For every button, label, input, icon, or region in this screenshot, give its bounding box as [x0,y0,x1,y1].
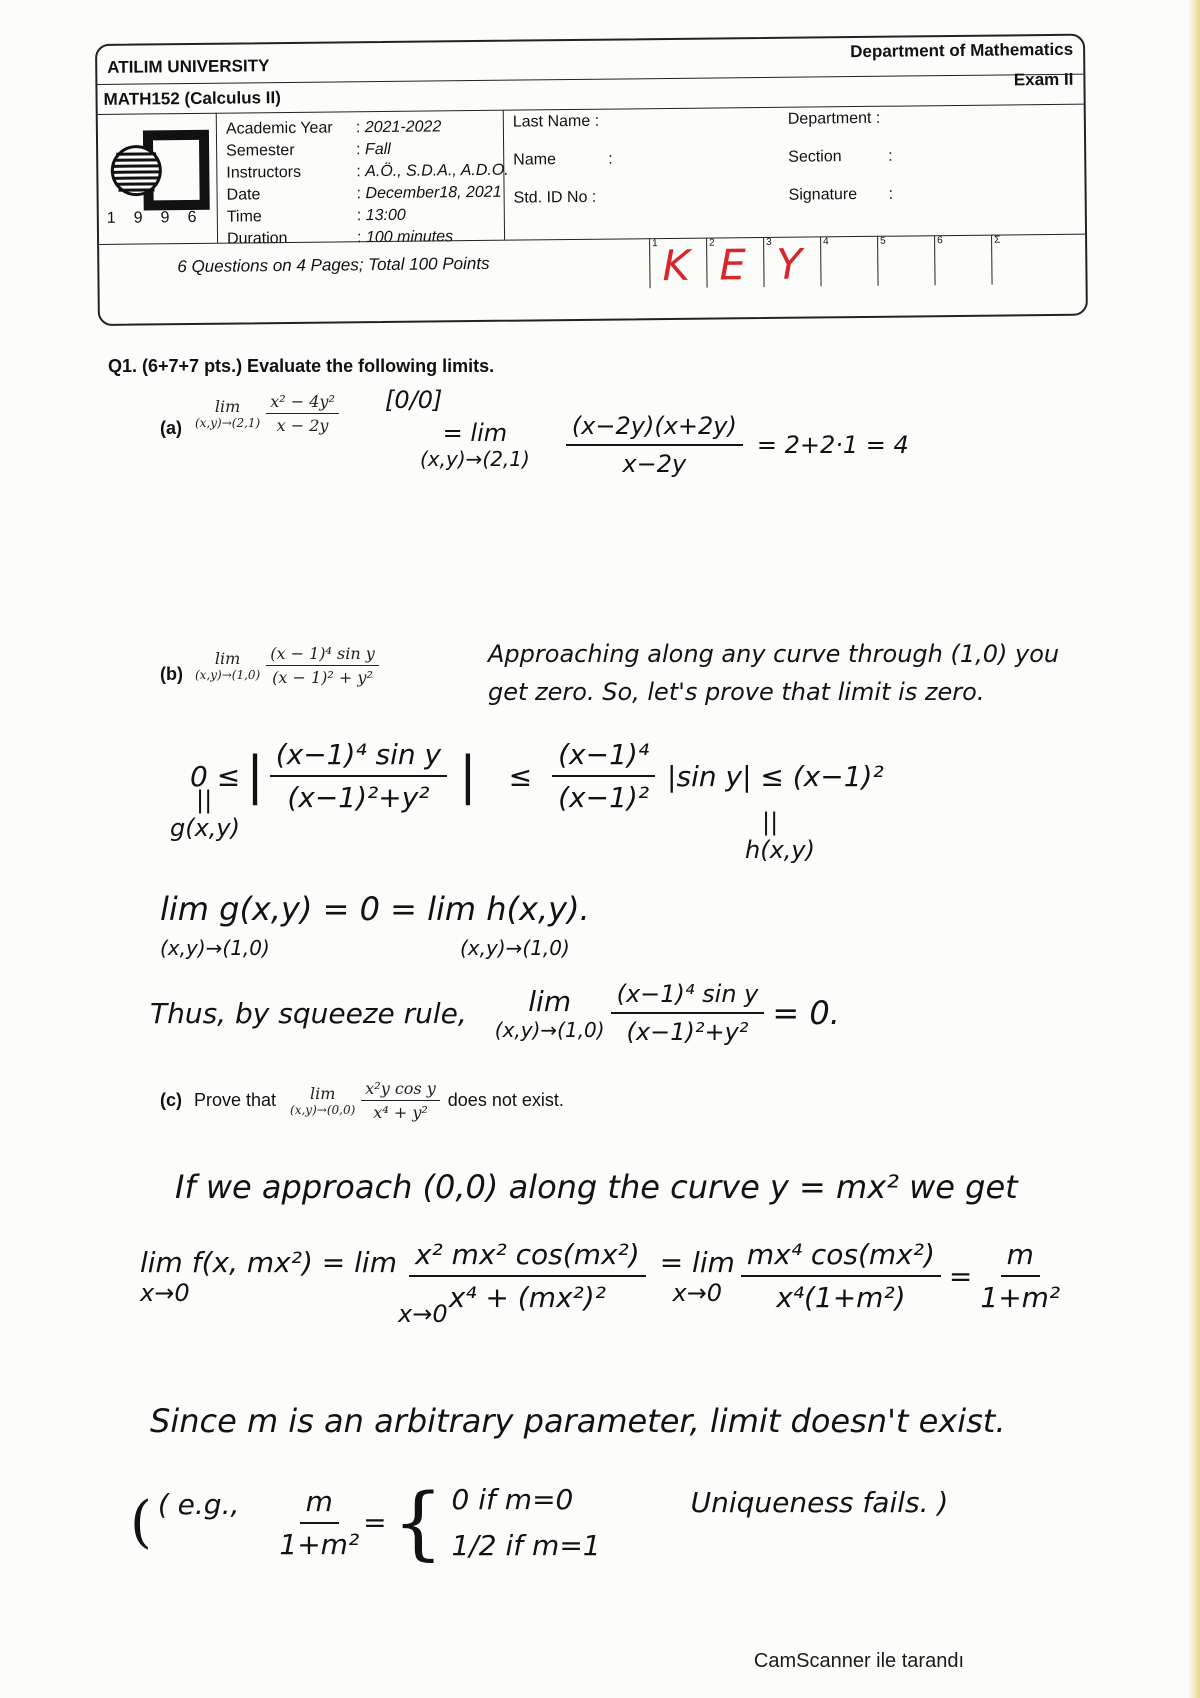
part-a-label: (a) [160,418,182,438]
score-box: 5 [877,235,935,286]
name-field: Name [513,151,557,169]
scan-edge [1188,0,1200,1698]
score-boxes [649,234,1072,291]
department-name: Department of Mathematics [850,39,1074,62]
course-title: MATH152 (Calculus II) [103,88,281,109]
part-b-label: (b) [160,664,183,684]
score-box: 4 [820,236,878,287]
g-label: g(x,y) [170,814,240,842]
university-name: ATILIM UNIVERSITY [107,56,270,77]
scanner-watermark: CamScanner ile tarandı [753,1650,964,1672]
part-a-work: = lim (x,y)→(2,1) $\frac{(x-2y)(x+2y)}{x-2y}$ = 2+2·1 = 4 [420,412,909,478]
part-a-expression: lim (x,y)→(2,1) $\frac{\text{x² − 4y²}}{x - 2y}$ [195,392,339,435]
part-b-inequality: 0 ≤ | (x−1)⁴ sin y (x−1)²+y² | ≤ $\frac{\text{(x−1)⁴}}{\text{(x−1)²}}$ |sin y| ≤ (x−1)² [190,738,884,814]
squeeze-conclusion: Thus, by squeeze rule, lim (x,y)→(1,0) $\frac{\text{(x−1)⁴ sin y}}{\text{(x−1)²+y²}}$ = 0. [150,980,840,1046]
exam-title: Exam II [1013,69,1074,90]
part-c-example: ( ( e.g., $\frac{m}{\text{1+m²}}$ = { 0 if m=0 1/2 if m=1 Uniqueness fails. ) [130,1476,949,1569]
section-field: Section [788,148,842,166]
score-box: 6 [934,235,992,286]
exam-info: Academic Year : 2021-2022 Semester : Fall Instructors : A.Ö., S.D.A., A.D.O. Date : December18, 2021 Time : 13:00 Duration : 100 minutes [225,118,509,248]
university-logo [106,125,215,226]
exam-summary: 6 Questions on 4 Pages; Total 100 Points [177,253,490,277]
part-c-statement: (c) Prove that lim (x,y)→(0,0) $\frac{\text{x²y cos y}}{\text{x⁴ + y²}}$ does not exist. [160,1079,564,1122]
question-title: Q1. (6+7+7 pts.) Evaluate the following limits. [108,356,495,376]
total-box: Σ [991,234,1072,285]
score-box: 2 E [706,237,764,288]
last-name-field: Last Name : [512,112,600,131]
part-a-zero-form: [0/0] [385,386,443,414]
part-b-note-1: Approaching along any curve through (1,0) you [488,640,1060,668]
signature-field: Signature [788,186,858,204]
student-id-field: Std. ID No : [513,188,597,207]
part-b-note-2: get zero. So, let's prove that limit is zero. [488,678,985,706]
score-box: 1 K [649,238,707,289]
h-label: h(x,y) [745,836,815,864]
score-box: 3 Y [763,236,821,287]
exam-header: ATILIM UNIVERSITY Department of Mathematics MATH152 (Calculus II) Exam II 1 9 9 6 Academic Year : 2021-2022 Semester : Fall Instructors : A.Ö., S.D.A., A.D.O. Date : December18, 2021 Time : 13:00 Duration : 100 minutes Last Name : Name : Std. ID No : Department : Section : Signature : 6 Questions on 4 Pages; Total 100 Points 1 K 2 E 3 Y 4 5 6 Σ [95,34,1088,326]
part-c-line-3: Since m is an arbitrary parameter, limit doesn't exist. [150,1402,1006,1440]
logo-year: 1 9 9 6 [106,208,197,227]
limit-line: lim g(x,y) = 0 = lim h(x,y). [160,890,590,928]
part-c-line-2: lim f(x, mx²) = lim x→0 $\frac{\text{x² mx² cos(mx²)}}{\text{x⁴ + (mx²)²}}$ = lim x→0 $\frac{\text{mx⁴ cos(mx²)}}{\text{x⁴(1+m²)}}$ = $\frac{m}{\text{1+m²}}$ [140,1238,1061,1314]
part-b-expression: lim (x,y)→(1,0) $\frac{\text{(x − 1)⁴ sin y}}{\text{(x − 1)² + y²}}$ [195,644,379,687]
part-c-line-1: If we approach (0,0) along the curve y = mx² we get [175,1168,1018,1206]
department-field: Department : [787,109,881,128]
